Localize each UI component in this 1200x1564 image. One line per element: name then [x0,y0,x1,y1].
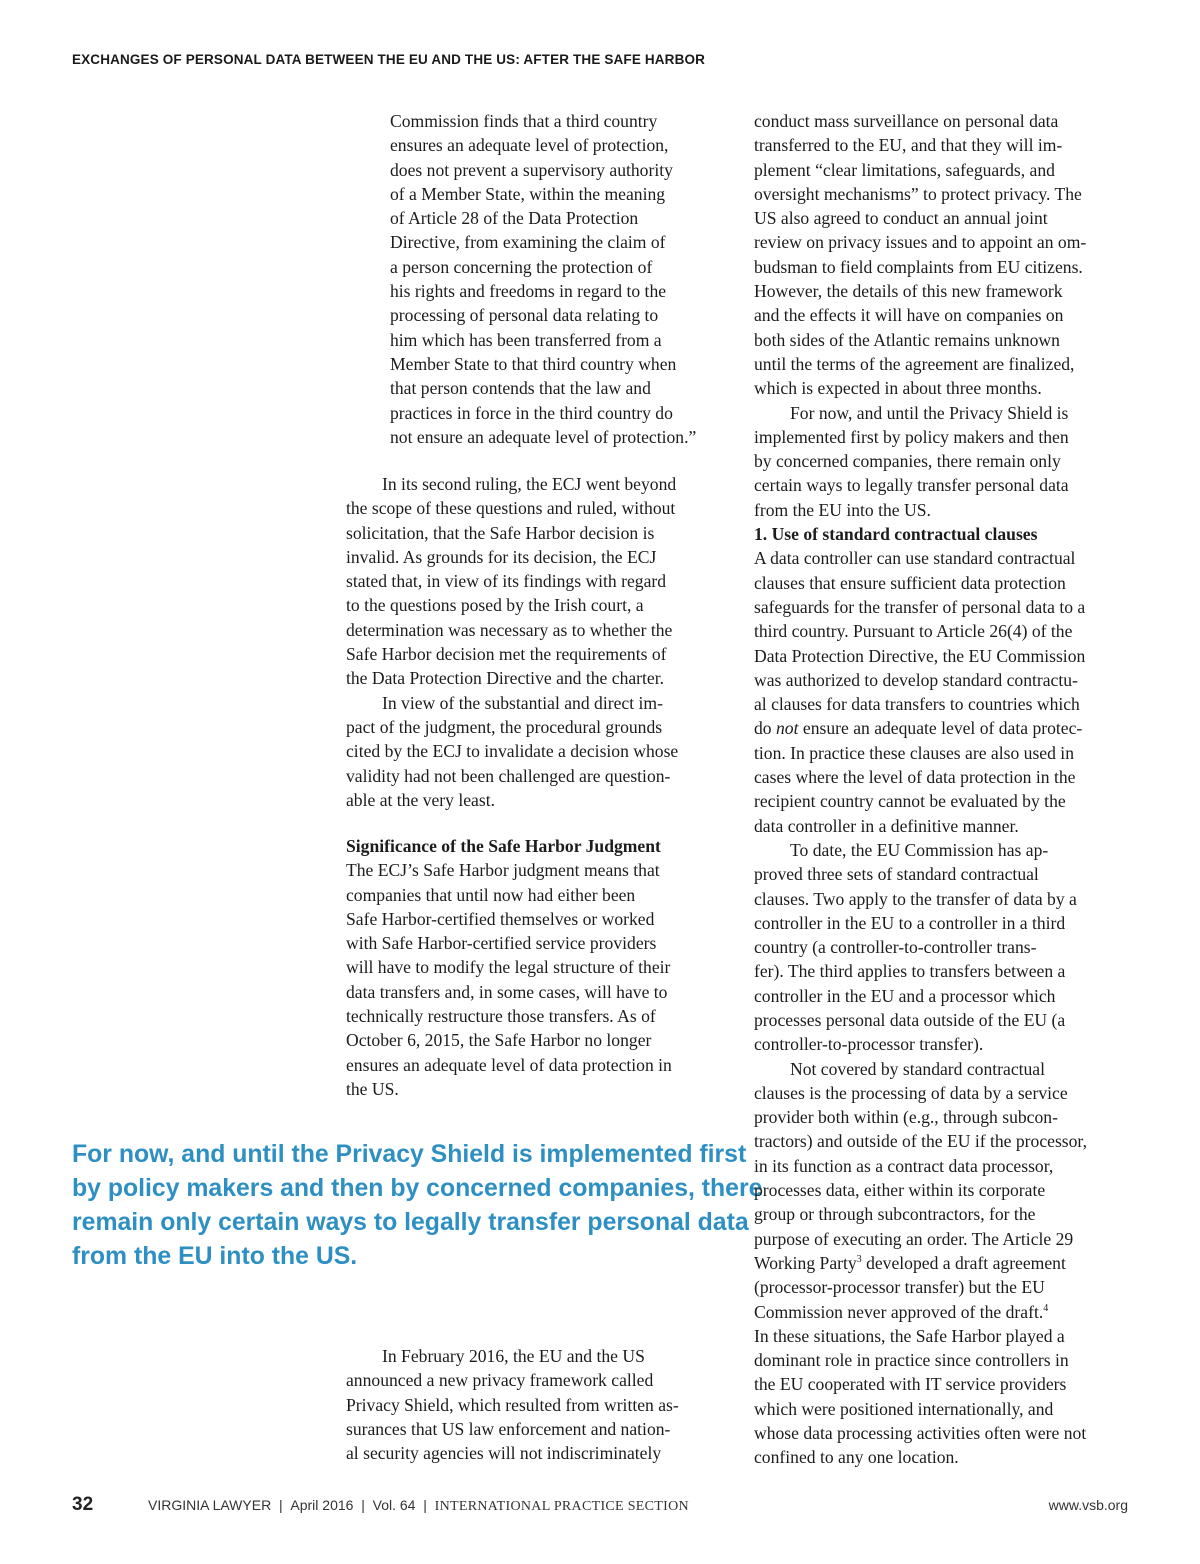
text-line: will have to modify the legal structure of their [346,957,671,978]
text-line: pact of the judgment, the procedural grounds [346,716,663,737]
paragraph-second-ruling [346,472,726,691]
text-line: In February 2016, the EU and the US [382,1346,645,1366]
text-line: al security agencies will not indiscriminately [346,1443,662,1464]
text-line [754,1251,1134,1275]
text-line: surances that US law enforcement and nation- [346,1418,671,1439]
text-line: purpose of executing an order. The Article 29 [754,1228,1074,1249]
text-line: October 6, 2015, the Safe Harbor no longer [346,1030,652,1051]
paragraph-significance [346,858,726,1101]
text-line: was authorized to develop standard contractu- [754,669,1078,690]
text-line: A data controller can use standard contractual [754,548,1076,569]
text-line: US also agreed to conduct an annual joint [754,208,1048,229]
text-line: controller in the EU and a processor which [754,985,1056,1006]
text-line: cited by the ECJ to invalidate a decision whose [346,741,679,762]
running-header: EXCHANGES OF PERSONAL DATA BETWEEN THE EU AND THE US: AFTER THE SAFE HARBOR [72,52,706,67]
text-line: determination was necessary as to whether the [346,619,673,640]
page-footer [72,1494,1128,1518]
text-line: Not covered by standard contractual [790,1058,1046,1079]
text-line: with Safe Harbor-certified service providers [346,933,657,954]
quote-line: Member State to that third country when [390,353,677,374]
text-line: data controller in a definitive manner. [754,815,1019,836]
text-fragment: ensure an adequate level of data protec- [798,718,1083,739]
text-line: the EU cooperated with IT service providers [754,1374,1067,1395]
magazine-name: VIRGINIA LAWYER [148,1497,272,1513]
text-line: For now, and until the Privacy Shield is [790,402,1069,423]
paragraph-not-covered [754,1057,1134,1470]
text-line: recipient country cannot be evaluated by the [754,791,1066,812]
emphasis-not: not [776,718,799,739]
text-line: transferred to the EU, and that they will im- [754,135,1063,156]
text-line: confined to any one location. [754,1447,959,1468]
quote-line: of a Member State, within the meaning [390,183,666,204]
text-line: tion. In practice these clauses are also used in [754,742,1074,763]
text-line: In view of the substantial and direct im- [382,692,663,713]
pull-quote-line: For now, and until the Privacy Shield is implemented first [72,1141,747,1168]
text-line: controller-to-processor transfer). [754,1034,984,1055]
text-line: companies that until now had either been [346,884,636,905]
text-line: proved three sets of standard contractual [754,864,1039,885]
text-line: ensures an adequate level of data protection in [346,1054,672,1075]
text-line [754,716,1134,740]
quote-line: that person contends that the law and [390,378,651,399]
text-line: the scope of these questions and ruled, without [346,498,676,519]
middle-column-bottom [346,1344,726,1465]
text-line: In its second ruling, the ECJ went beyond [382,474,677,494]
paragraph-february [346,1344,726,1465]
quote-line: practices in force in the third country do [390,402,673,423]
text-line: In these situations, the Safe Harbor played a [754,1325,1065,1346]
text-line: clauses is the processing of data by a service [754,1082,1068,1103]
text-line: by concerned companies, there remain only [754,451,1061,472]
pull-quote-line: remain only certain ways to legally transfer personal data [72,1209,749,1236]
section-heading-significance: Significance of the Safe Harbor Judgment [346,836,661,856]
text-fragment: do [754,718,776,739]
text-line: technically restructure those transfers. As of [346,1006,656,1027]
text-line: plement “clear limitations, safeguards, and [754,159,1055,180]
footnote-ref-3[interactable]: 3 [856,1254,862,1266]
text-line: stated that, in view of its findings with regard [346,571,667,592]
quote-line: a person concerning the protection of [390,256,653,277]
text-line: invalid. As grounds for its decision, the ECJ [346,546,657,567]
text-line: (processor-processor transfer) but the EU [754,1277,1045,1298]
separator: | [278,1497,283,1513]
quote-line: not ensure an adequate level of protection.” [390,426,697,447]
text-line: budsman to field complaints from EU citizens. [754,256,1083,277]
paragraph-continuation [754,109,1134,401]
text-line: The ECJ’s Safe Harbor judgment means that [346,860,660,881]
volume: Vol. 64 [372,1497,416,1513]
text-line: from the EU into the US. [754,499,931,520]
block-quote [390,109,730,449]
text-line: validity had not been challenged are question- [346,765,671,786]
quote-line: him which has been transferred from a [390,329,662,350]
text-line: which were positioned internationally, and [754,1398,1054,1419]
text-line: Data Protection Directive, the EU Commission [754,645,1086,666]
quote-line: processing of personal data relating to [390,305,659,326]
middle-column-top [346,472,726,812]
text-fragment: developed a draft agreement [861,1252,1066,1273]
text-line: Safe Harbor-certified themselves or worked [346,908,655,929]
text-fragment: Commission never approved of the draft. [754,1301,1044,1322]
text-line: country (a controller-to-controller trans- [754,937,1037,958]
text-line: and the effects it will have on companies on [754,305,1064,326]
text-line: To date, the EU Commission has ap- [790,839,1049,860]
quote-line: Directive, from examining the claim of [390,232,666,253]
text-line: to the questions posed by the Irish court, a [346,595,644,616]
text-line: cases where the level of data protection in the [754,767,1076,788]
quote-line: does not prevent a supervisory authority [390,159,673,180]
separator: | [361,1497,365,1513]
text-line: the US. [346,1078,399,1099]
website-link[interactable]: www.vsb.org [1048,1497,1128,1513]
issue-date: April 2016 [290,1497,354,1513]
text-line: the Data Protection Directive and the charter. [346,668,665,689]
text-line: data transfers and, in some cases, will have to [346,981,668,1002]
quote-line: Commission finds that a third country [390,111,658,131]
pull-quote [72,1138,763,1274]
text-line: al clauses for data transfers to countries which [754,694,1080,715]
text-line: However, the details of this new framework [754,281,1063,302]
section-name: INTERNATIONAL PRACTICE SECTION [434,1499,689,1514]
text-line: controller in the EU to a controller in a third [754,912,1066,933]
paragraph-clauses [754,546,1134,838]
text-line: both sides of the Atlantic remains unknown [754,329,1060,350]
text-line: clauses. Two apply to the transfer of data by a [754,888,1077,909]
text-line: review on privacy issues and to appoint an om- [754,232,1087,253]
text-line: fer). The third applies to transfers between a [754,961,1066,982]
quote-line: his rights and freedoms in regard to the [390,281,667,302]
text-line: certain ways to legally transfer personal data [754,475,1069,496]
text-line: solicitation, that the Safe Harbor decision is [346,522,655,543]
paragraph-to-date [754,838,1134,1057]
pull-quote-line: from the EU into the US. [72,1243,358,1270]
text-line: able at the very least. [346,789,495,810]
text-line: implemented first by policy makers and then [754,426,1069,447]
section-heading-clauses: 1. Use of standard contractual clauses [754,524,1038,545]
text-line: until the terms of the agreement are finalized, [754,353,1075,374]
quote-line: ensures an adequate level of protection, [390,135,669,156]
text-line: in its function as a contract data processor, [754,1155,1054,1176]
paragraph-for-now [754,401,1134,522]
separator: | [423,1497,427,1513]
text-line: third country. Pursuant to Article 26(4) of the [754,621,1073,642]
text-line: processes data, either within its corporate [754,1180,1046,1201]
text-line [754,1300,1134,1324]
text-line: provider both within (e.g., through subcon- [754,1107,1058,1128]
publication-info [148,1497,689,1515]
page-number: 32 [72,1494,94,1515]
text-line: conduct mass surveillance on personal data [754,111,1059,131]
text-line: dominant role in practice since controllers in [754,1350,1069,1371]
middle-column-significance [346,834,726,1101]
text-fragment: Working Party [754,1252,857,1273]
quote-line: of Article 28 of the Data Protection [390,208,639,229]
text-line: tractors) and outside of the EU if the processor, [754,1131,1087,1152]
right-column [754,109,1134,1470]
text-line: oversight mechanisms” to protect privacy. The [754,183,1082,204]
text-line: Safe Harbor decision met the requirements of [346,644,667,665]
text-line: whose data processing activities often were not [754,1423,1087,1444]
text-line: which is expected in about three months. [754,378,1042,399]
text-line: group or through subcontractors, for the [754,1204,1036,1225]
footnote-ref-4[interactable]: 4 [1043,1302,1049,1314]
text-line: Privacy Shield, which resulted from written as- [346,1394,679,1415]
text-line: safeguards for the transfer of personal data to a [754,596,1086,617]
text-line: announced a new privacy framework called [346,1370,654,1391]
pull-quote-line: by policy makers and then by concerned companies, there [72,1175,763,1202]
paragraph-impact [346,691,726,812]
text-line: processes personal data outside of the EU (a [754,1009,1066,1030]
text-line: clauses that ensure sufficient data protection [754,572,1066,593]
